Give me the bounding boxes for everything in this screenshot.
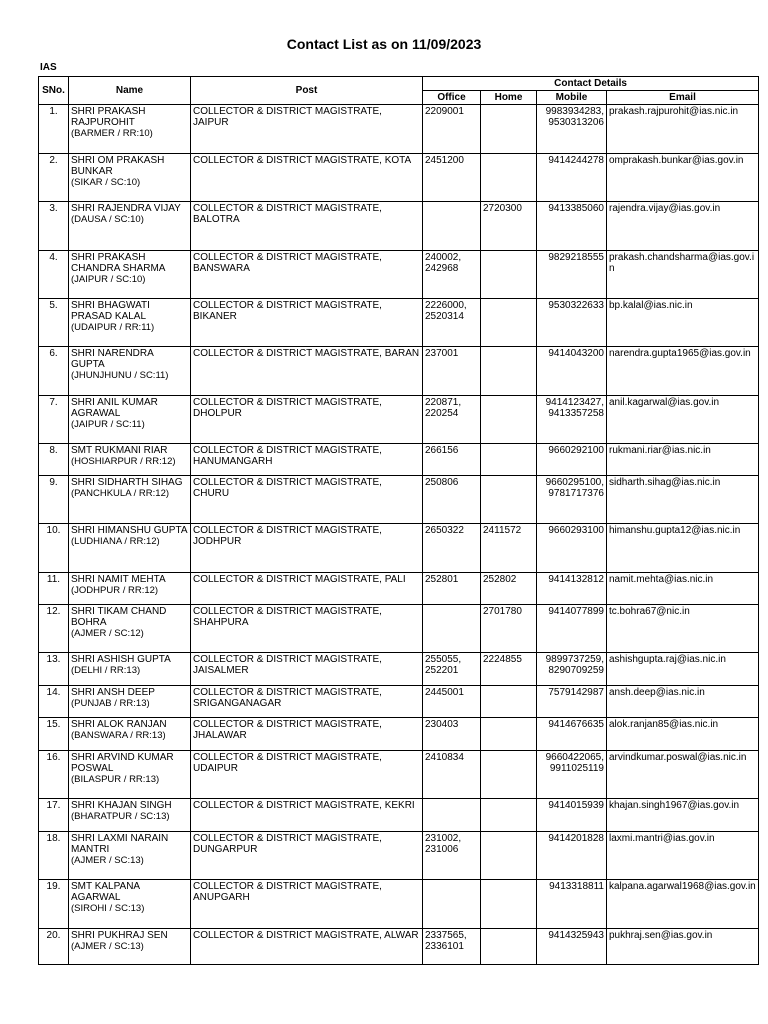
officer-cadre: (DAUSA / SC:10)	[71, 214, 144, 225]
officer-name: SHRI LAXMI NARAIN MANTRI	[71, 833, 169, 855]
row-email: ashishgupta.raj@ias.nic.in	[607, 653, 759, 686]
officer-cadre: (JHUNJHUNU / SC:11)	[71, 370, 169, 381]
row-name	[69, 105, 191, 154]
row-office: 255055, 252201	[423, 653, 481, 686]
row-mobile: 9414077899	[537, 605, 607, 653]
row-post: COLLECTOR & DISTRICT MAGISTRATE, JODHPUR	[191, 524, 423, 573]
row-email: rukmani.riar@ias.nic.in	[607, 444, 759, 476]
header-sno: SNo.	[39, 77, 69, 105]
table-row	[39, 154, 759, 202]
row-mobile: 9414015939	[537, 799, 607, 832]
row-email: pukhraj.sen@ias.gov.in	[607, 929, 759, 965]
table-row	[39, 751, 759, 799]
row-name	[69, 299, 191, 347]
row-name	[69, 251, 191, 299]
row-mobile: 9530322633	[537, 299, 607, 347]
row-sno: 18.	[39, 832, 69, 880]
row-home: 2720300	[481, 202, 537, 251]
header-row	[39, 77, 759, 91]
row-post: COLLECTOR & DISTRICT MAGISTRATE, ANUPGARH	[191, 880, 423, 929]
officer-name: SHRI OM PRAKASH BUNKAR	[71, 155, 165, 177]
row-home	[481, 299, 537, 347]
row-name	[69, 476, 191, 524]
officer-cadre: (UDAIPUR / RR:11)	[71, 322, 155, 333]
row-mobile: 9414676635	[537, 718, 607, 751]
row-email: tc.bohra67@nic.in	[607, 605, 759, 653]
row-email: namit.mehta@ias.nic.in	[607, 573, 759, 605]
row-home	[481, 251, 537, 299]
row-home	[481, 476, 537, 524]
officer-cadre: (SIKAR / SC:10)	[71, 177, 141, 188]
row-sno: 7.	[39, 396, 69, 444]
row-office: 2410834	[423, 751, 481, 799]
row-home: 2224855	[481, 653, 537, 686]
table-row	[39, 929, 759, 965]
row-name	[69, 524, 191, 573]
header-home: Home	[481, 91, 537, 105]
row-office: 2337565, 2336101	[423, 929, 481, 965]
row-sno: 12.	[39, 605, 69, 653]
row-post: COLLECTOR & DISTRICT MAGISTRATE, PALI	[191, 573, 423, 605]
table-row	[39, 832, 759, 880]
row-name	[69, 799, 191, 832]
row-home: 2701780	[481, 605, 537, 653]
header-post: Post	[191, 77, 423, 105]
row-email: anil.kagarwal@ias.gov.in	[607, 396, 759, 444]
row-office: 230403	[423, 718, 481, 751]
row-office: 2445001	[423, 686, 481, 718]
row-mobile: 9660293100	[537, 524, 607, 573]
row-name	[69, 880, 191, 929]
officer-name: SMT RUKMANI RIAR	[71, 445, 168, 456]
table-row	[39, 396, 759, 444]
officer-cadre: (AJMER / SC:13)	[71, 855, 144, 866]
row-home	[481, 799, 537, 832]
row-office: 220871, 220254	[423, 396, 481, 444]
row-sno: 5.	[39, 299, 69, 347]
officer-name: SHRI TIKAM CHAND BOHRA	[71, 606, 167, 628]
officer-cadre: (BANSWARA / RR:13)	[71, 730, 166, 741]
row-office: 231002, 231006	[423, 832, 481, 880]
row-home	[481, 929, 537, 965]
row-post: COLLECTOR & DISTRICT MAGISTRATE, CHURU	[191, 476, 423, 524]
row-home	[481, 396, 537, 444]
officer-name: SHRI ANIL KUMAR AGRAWAL	[71, 397, 158, 419]
table-row	[39, 653, 759, 686]
officer-cadre: (PUNJAB / RR:13)	[71, 698, 150, 709]
page-title: Contact List as on 11/09/2023	[286, 36, 482, 52]
row-post: COLLECTOR & DISTRICT MAGISTRATE, ALWAR	[191, 929, 423, 965]
officer-name: SHRI KHAJAN SINGH	[71, 800, 172, 811]
row-sno: 8.	[39, 444, 69, 476]
row-home	[481, 686, 537, 718]
row-office: 250806	[423, 476, 481, 524]
row-name	[69, 653, 191, 686]
row-home	[481, 751, 537, 799]
row-sno: 10.	[39, 524, 69, 573]
header-office: Office	[423, 91, 481, 105]
row-email: alok.ranjan85@ias.nic.in	[607, 718, 759, 751]
row-mobile: 9414123427, 9413357258	[537, 396, 607, 444]
row-name	[69, 751, 191, 799]
table-row	[39, 880, 759, 929]
header-name: Name	[69, 77, 191, 105]
row-post: COLLECTOR & DISTRICT MAGISTRATE, BIKANER	[191, 299, 423, 347]
table-row	[39, 476, 759, 524]
row-office: 2209001	[423, 105, 481, 154]
row-home: 252802	[481, 573, 537, 605]
header-mobile: Mobile	[537, 91, 607, 105]
row-email: ansh.deep@ias.nic.in	[607, 686, 759, 718]
row-name	[69, 202, 191, 251]
row-mobile: 9660422065, 9911025119	[537, 751, 607, 799]
row-name	[69, 573, 191, 605]
section-label: IAS	[40, 62, 57, 73]
row-sno: 14.	[39, 686, 69, 718]
row-name	[69, 718, 191, 751]
table-row	[39, 251, 759, 299]
row-post: COLLECTOR & DISTRICT MAGISTRATE, HANUMANGARH	[191, 444, 423, 476]
row-email: omprakash.bunkar@ias.gov.in	[607, 154, 759, 202]
row-post: COLLECTOR & DISTRICT MAGISTRATE, BALOTRA	[191, 202, 423, 251]
officer-name: SHRI NARENDRA GUPTA	[71, 348, 154, 370]
row-home: 2411572	[481, 524, 537, 573]
row-name	[69, 605, 191, 653]
row-post: COLLECTOR & DISTRICT MAGISTRATE, KEKRI	[191, 799, 423, 832]
officer-cadre: (AJMER / SC:13)	[71, 941, 144, 952]
officer-name: SHRI ARVIND KUMAR POSWAL	[71, 752, 174, 774]
row-name	[69, 832, 191, 880]
row-email: bp.kalal@ias.nic.in	[607, 299, 759, 347]
row-home	[481, 880, 537, 929]
officer-cadre: (SIROHI / SC:13)	[71, 903, 145, 914]
row-email: himanshu.gupta12@ias.nic.in	[607, 524, 759, 573]
row-mobile: 9660292100	[537, 444, 607, 476]
row-office: 2451200	[423, 154, 481, 202]
row-office: 2226000, 2520314	[423, 299, 481, 347]
header-email: Email	[607, 91, 759, 105]
table-row	[39, 524, 759, 573]
officer-name: SHRI SIDHARTH SIHAG	[71, 477, 183, 488]
row-office: 240002, 242968	[423, 251, 481, 299]
row-name	[69, 929, 191, 965]
row-name	[69, 347, 191, 396]
officer-cadre: (JAIPUR / SC:10)	[71, 274, 146, 285]
row-post: COLLECTOR & DISTRICT MAGISTRATE, JAIPUR	[191, 105, 423, 154]
row-post: COLLECTOR & DISTRICT MAGISTRATE, DHOLPUR	[191, 396, 423, 444]
row-email: narendra.gupta1965@ias.gov.in	[607, 347, 759, 396]
row-mobile: 7579142987	[537, 686, 607, 718]
row-sno: 16.	[39, 751, 69, 799]
row-sno: 9.	[39, 476, 69, 524]
row-email: prakash.chandsharma@ias.gov.in	[607, 251, 759, 299]
row-name	[69, 154, 191, 202]
header-contact-details: Contact Details	[423, 77, 759, 91]
row-mobile: 9413318811	[537, 880, 607, 929]
row-post: COLLECTOR & DISTRICT MAGISTRATE, BARAN	[191, 347, 423, 396]
row-office	[423, 605, 481, 653]
table-row	[39, 444, 759, 476]
table-row	[39, 605, 759, 653]
officer-name: SHRI RAJENDRA VIJAY	[71, 203, 181, 214]
officer-name: SHRI PRAKASH CHANDRA SHARMA	[71, 252, 166, 274]
row-sno: 15.	[39, 718, 69, 751]
table-row	[39, 718, 759, 751]
row-name	[69, 396, 191, 444]
row-home	[481, 347, 537, 396]
row-email: prakash.rajpurohit@ias.nic.in	[607, 105, 759, 154]
row-mobile: 9413385060	[537, 202, 607, 251]
row-email: laxmi.mantri@ias.gov.in	[607, 832, 759, 880]
officer-cadre: (LUDHIANA / RR:12)	[71, 536, 160, 547]
row-mobile: 9660295100, 9781717376	[537, 476, 607, 524]
row-post: COLLECTOR & DISTRICT MAGISTRATE, DUNGARPUR	[191, 832, 423, 880]
row-office: 2650322	[423, 524, 481, 573]
officer-name: SHRI PRAKASH RAJPUROHIT	[71, 106, 146, 128]
row-name	[69, 686, 191, 718]
officer-cadre: (JODHPUR / RR:12)	[71, 585, 159, 596]
row-home	[481, 154, 537, 202]
row-mobile: 9899737259, 8290709259	[537, 653, 607, 686]
table-row	[39, 686, 759, 718]
row-mobile: 9829218555	[537, 251, 607, 299]
row-name	[69, 444, 191, 476]
row-post: COLLECTOR & DISTRICT MAGISTRATE, JAISALMER	[191, 653, 423, 686]
officer-cadre: (BHARATPUR / SC:13)	[71, 811, 170, 822]
row-email: kalpana.agarwal1968@ias.gov.in	[607, 880, 759, 929]
row-home	[481, 718, 537, 751]
officer-name: SHRI ALOK RANJAN	[71, 719, 167, 730]
row-email: arvindkumar.poswal@ias.nic.in	[607, 751, 759, 799]
officer-name: SHRI BHAGWATI PRASAD KALAL	[71, 300, 150, 322]
row-sno: 2.	[39, 154, 69, 202]
row-office: 266156	[423, 444, 481, 476]
table-row	[39, 105, 759, 154]
row-mobile: 9414244278	[537, 154, 607, 202]
officer-name: SHRI ASHISH GUPTA	[71, 654, 171, 665]
row-sno: 20.	[39, 929, 69, 965]
officer-name: SMT KALPANA AGARWAL	[71, 881, 140, 903]
row-post: COLLECTOR & DISTRICT MAGISTRATE, SHAHPURA	[191, 605, 423, 653]
row-home	[481, 444, 537, 476]
row-post: COLLECTOR & DISTRICT MAGISTRATE, KOTA	[191, 154, 423, 202]
row-home	[481, 832, 537, 880]
officer-cadre: (BILASPUR / RR:13)	[71, 774, 160, 785]
officer-name: SHRI HIMANSHU GUPTA	[71, 525, 188, 536]
row-office	[423, 799, 481, 832]
row-sno: 1.	[39, 105, 69, 154]
officer-cadre: (HOSHIARPUR / RR:12)	[71, 456, 176, 467]
officer-cadre: (JAIPUR / SC:11)	[71, 419, 145, 430]
officer-cadre: (BARMER / RR:10)	[71, 128, 153, 139]
row-office	[423, 880, 481, 929]
row-mobile: 9414043200	[537, 347, 607, 396]
officer-cadre: (AJMER / SC:12)	[71, 628, 144, 639]
row-mobile: 9983934283, 9530313206	[537, 105, 607, 154]
table-row	[39, 573, 759, 605]
row-post: COLLECTOR & DISTRICT MAGISTRATE, BANSWARA	[191, 251, 423, 299]
row-sno: 6.	[39, 347, 69, 396]
officer-name: SHRI ANSH DEEP	[71, 687, 155, 698]
table-row	[39, 347, 759, 396]
row-mobile: 9414132812	[537, 573, 607, 605]
officer-cadre: (PANCHKULA / RR:12)	[71, 488, 170, 499]
row-email: khajan.singh1967@ias.gov.in	[607, 799, 759, 832]
row-post: COLLECTOR & DISTRICT MAGISTRATE, SRIGANGANAGAR	[191, 686, 423, 718]
row-home	[481, 105, 537, 154]
row-mobile: 9414201828	[537, 832, 607, 880]
row-sno: 13.	[39, 653, 69, 686]
row-office: 252801	[423, 573, 481, 605]
officer-name: SHRI NAMIT MEHTA	[71, 574, 166, 585]
row-post: COLLECTOR & DISTRICT MAGISTRATE, JHALAWAR	[191, 718, 423, 751]
row-email: sidharth.sihag@ias.nic.in	[607, 476, 759, 524]
row-sno: 11.	[39, 573, 69, 605]
row-office: 237001	[423, 347, 481, 396]
row-sno: 3.	[39, 202, 69, 251]
row-sno: 19.	[39, 880, 69, 929]
officer-name: SHRI PUKHRAJ SEN	[71, 930, 168, 941]
officer-cadre: (DELHI / RR:13)	[71, 665, 141, 676]
table-row	[39, 202, 759, 251]
contact-table	[38, 76, 759, 965]
row-office	[423, 202, 481, 251]
row-post: COLLECTOR & DISTRICT MAGISTRATE, UDAIPUR	[191, 751, 423, 799]
row-mobile: 9414325943	[537, 929, 607, 965]
row-email: rajendra.vijay@ias.gov.in	[607, 202, 759, 251]
row-sno: 4.	[39, 251, 69, 299]
table-row	[39, 799, 759, 832]
row-sno: 17.	[39, 799, 69, 832]
table-row	[39, 299, 759, 347]
